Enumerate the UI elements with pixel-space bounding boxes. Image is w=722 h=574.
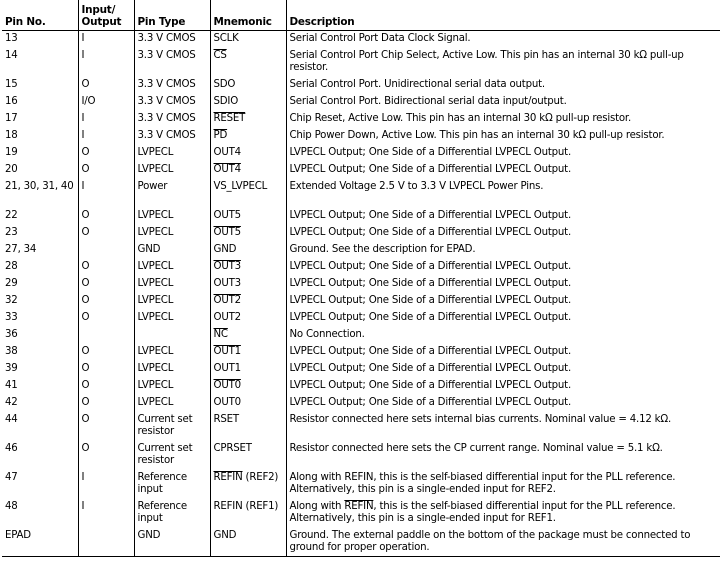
header-description: Description	[286, 0, 720, 31]
pin-type: Reference input	[134, 499, 210, 528]
pin-type	[134, 327, 210, 344]
pin-type: LVPECL	[134, 395, 210, 412]
pin-mnemonic: OUT2	[210, 310, 286, 327]
pin-description: LVPECL Output; One Side of a Differential LVPECL Output.	[286, 378, 720, 395]
pin-io: I	[78, 111, 134, 128]
pin-description: LVPECL Output; One Side of a Differential LVPECL Output.	[286, 395, 720, 412]
pin-number: 36	[5, 328, 18, 340]
pin-description: LVPECL Output; One Side of a Differential LVPECL Output.	[286, 162, 720, 179]
table-row	[2, 31, 720, 48]
table-row	[2, 145, 720, 162]
pin-number: 16	[5, 95, 18, 107]
pin-description: Extended Voltage 2.5 V to 3.3 V LVPECL Power Pins.	[286, 179, 720, 208]
pin-description: LVPECL Output; One Side of a Differential LVPECL Output.	[286, 344, 720, 361]
pin-io: I	[78, 499, 134, 528]
pin-type: GND	[134, 242, 210, 259]
pin-mnemonic: SDIO	[210, 94, 286, 111]
pin-type: GND	[134, 528, 210, 557]
pin-mnemonic: SCLK	[210, 31, 286, 48]
pin-number: 18	[5, 129, 18, 141]
pin-number: 46	[5, 442, 18, 454]
pin-type: 3.3 V CMOS	[134, 128, 210, 145]
pin-mnemonic: GND	[210, 242, 286, 259]
table-row	[2, 242, 720, 259]
table-row	[2, 395, 720, 412]
pin-io: I/O	[78, 94, 134, 111]
pin-mnemonic: OUT3	[210, 259, 286, 276]
pin-type: LVPECL	[134, 293, 210, 310]
pin-io: O	[78, 162, 134, 179]
pin-type: LVPECL	[134, 310, 210, 327]
pin-mnemonic: $\overline{NC}$	[210, 327, 286, 344]
pin-type: LVPECL	[134, 162, 210, 179]
pin-description: Chip Power Down, Active Low. This pin has an internal 30 kΩ pull-up resistor.	[286, 128, 720, 145]
table-row	[2, 310, 720, 327]
pin-io: I	[78, 179, 134, 208]
pin-type: LVPECL	[134, 378, 210, 395]
pin-type: LVPECL	[134, 208, 210, 225]
pin-type: LVPECL	[134, 259, 210, 276]
table-row	[2, 111, 720, 128]
pin-io: I	[78, 48, 134, 77]
pin-io: O	[78, 259, 134, 276]
pin-mnemonic: OUT4	[210, 162, 286, 179]
pin-mnemonic: $\overline{PD}$	[210, 128, 286, 145]
table-row	[2, 128, 720, 145]
pin-description: LVPECL Output; One Side of a Differential LVPECL Output.	[286, 145, 720, 162]
pin-io: O	[78, 208, 134, 225]
pin-mnemonic: OUT3	[210, 276, 286, 293]
pin-mnemonic: $\overline{CS}$	[210, 48, 286, 77]
pin-mnemonic: OUT1	[210, 344, 286, 361]
pin-description: LVPECL Output; One Side of a Differential LVPECL Output.	[286, 259, 720, 276]
pin-io: O	[78, 412, 134, 441]
table-row	[2, 344, 720, 361]
table-row	[2, 378, 720, 395]
header-pin-no: Pin No.	[2, 0, 78, 31]
pin-description: LVPECL Output; One Side of a Differential LVPECL Output.	[286, 293, 720, 310]
pin-description: No Connection.	[286, 327, 720, 344]
pin-description: LVPECL Output; One Side of a Differential LVPECL Output.	[286, 310, 720, 327]
pin-description: LVPECL Output; One Side of a Differential LVPECL Output.	[286, 361, 720, 378]
pin-mnemonic: VS_LVPECL	[210, 179, 286, 208]
pin-io: I	[78, 31, 134, 48]
pin-io: I	[78, 470, 134, 499]
table-row	[2, 499, 720, 528]
pin-mnemonic: CPRSET	[210, 441, 286, 470]
pin-io: O	[78, 77, 134, 94]
pin-number: 39	[5, 362, 18, 374]
pin-io	[78, 528, 134, 557]
table-row	[2, 293, 720, 310]
header-mnemonic: Mnemonic	[210, 0, 286, 31]
pin-number: 29	[5, 277, 18, 289]
pin-number: 38	[5, 345, 18, 357]
pin-mnemonic: OUT5	[210, 225, 286, 242]
pin-number: 28	[5, 260, 18, 272]
pin-mnemonic: REFIN (REF2)	[210, 470, 286, 499]
pin-io: O	[78, 344, 134, 361]
pin-type: Current set resistor	[134, 412, 210, 441]
pin-description: Chip Reset, Active Low. This pin has an internal 30 kΩ pull-up resistor.	[286, 111, 720, 128]
pin-number: 32	[5, 294, 18, 306]
pin-description: LVPECL Output; One Side of a Differential LVPECL Output.	[286, 225, 720, 242]
pin-description: Serial Control Port. Unidirectional serial data output.	[286, 77, 720, 94]
pin-type: 3.3 V CMOS	[134, 48, 210, 77]
table-row	[2, 48, 720, 77]
pin-mnemonic: OUT4	[210, 145, 286, 162]
table-row	[2, 259, 720, 276]
pin-number: 22	[5, 209, 18, 221]
pin-number: 33	[5, 311, 18, 323]
pin-description: Serial Control Port Chip Select, Active Low. This pin has an internal 30 kΩ pull-up resistor.	[286, 48, 720, 77]
pin-type: 3.3 V CMOS	[134, 77, 210, 94]
table-header-row	[2, 0, 720, 31]
pin-number: 42	[5, 396, 18, 408]
table-row	[2, 276, 720, 293]
pin-number: 17	[5, 112, 18, 124]
pin-io: O	[78, 145, 134, 162]
pin-description: Ground. The external paddle on the bottom of the package must be connected to ground for proper operation.	[286, 528, 720, 557]
table-row	[2, 470, 720, 499]
pin-type: Reference input	[134, 470, 210, 499]
pin-number: 44	[5, 413, 18, 425]
pin-description: Serial Control Port Data Clock Signal.	[286, 31, 720, 48]
pin-io	[78, 242, 134, 259]
pin-mnemonic: REFIN (REF1)	[210, 499, 286, 528]
pin-io	[78, 327, 134, 344]
pin-description: Along with REFIN, this is the self-biased differential input for the PLL reference. Alternatively, this pin is a single-ended input for REF2.	[286, 470, 720, 499]
pin-type: LVPECL	[134, 276, 210, 293]
table-row	[2, 412, 720, 441]
pin-number: EPAD	[2, 528, 78, 557]
pin-type: Power	[134, 179, 210, 208]
pin-description: Ground. See the description for EPAD.	[286, 242, 720, 259]
pin-io: O	[78, 361, 134, 378]
pin-number: 41	[5, 379, 18, 391]
table-row	[2, 327, 720, 344]
pin-io: I	[78, 128, 134, 145]
pin-description: Resistor connected here sets internal bias currents. Nominal value = 4.12 kΩ.	[286, 412, 720, 441]
pin-mnemonic: OUT2	[210, 293, 286, 310]
pin-mnemonic: OUT0	[210, 378, 286, 395]
pin-type: LVPECL	[134, 225, 210, 242]
header-input-output: Input/ Output	[78, 0, 134, 31]
pin-mnemonic: GND	[210, 528, 286, 557]
header-pin-type: Pin Type	[134, 0, 210, 31]
pin-number: 47	[5, 471, 18, 483]
pin-function-table	[2, 0, 720, 557]
pin-io: O	[78, 378, 134, 395]
pin-number: 15	[5, 78, 18, 90]
pin-mnemonic: OUT1	[210, 361, 286, 378]
pin-type: 3.3 V CMOS	[134, 111, 210, 128]
pin-description: Resistor connected here sets the CP current range. Nominal value = 5.1 kΩ.	[286, 441, 720, 470]
pin-mnemonic: OUT0	[210, 395, 286, 412]
pin-number: 23	[5, 226, 18, 238]
pin-type: 3.3 V CMOS	[134, 94, 210, 111]
pin-io: O	[78, 276, 134, 293]
pin-io: O	[78, 293, 134, 310]
pin-number: 20	[5, 163, 18, 175]
pin-io: O	[78, 310, 134, 327]
table-row	[2, 225, 720, 242]
table-row	[2, 208, 720, 225]
pin-description: Along with REFIN, this is the self-biased differential input for the PLL reference. Alternatively, this pin is a single-ended input for REF1.	[286, 499, 720, 528]
table-row	[2, 94, 720, 111]
pin-description: LVPECL Output; One Side of a Differential LVPECL Output.	[286, 276, 720, 293]
pin-number: 27, 34	[5, 243, 37, 255]
pin-description: Serial Control Port. Bidirectional serial data input/output.	[286, 94, 720, 111]
pin-io: O	[78, 395, 134, 412]
table-row	[2, 528, 720, 557]
pin-mnemonic: OUT5	[210, 208, 286, 225]
pin-io: O	[78, 441, 134, 470]
pin-number: 13	[5, 33, 18, 44]
pin-number: 19	[5, 146, 18, 158]
table-row	[2, 361, 720, 378]
pin-io: O	[78, 225, 134, 242]
pin-type: LVPECL	[134, 145, 210, 162]
pin-type: Current set resistor	[134, 441, 210, 470]
pin-mnemonic: RSET	[210, 412, 286, 441]
pin-mnemonic: RESET	[210, 111, 286, 128]
pin-type: LVPECL	[134, 361, 210, 378]
table-row	[2, 441, 720, 470]
table-row	[2, 179, 720, 208]
pin-type: LVPECL	[134, 344, 210, 361]
pin-type: 3.3 V CMOS	[134, 31, 210, 48]
table-row	[2, 77, 720, 94]
pin-mnemonic: SDO	[210, 77, 286, 94]
pin-number: 48	[5, 500, 18, 512]
table-row	[2, 162, 720, 179]
pin-number: 21, 30, 31, 40	[5, 180, 74, 192]
pin-number: 14	[5, 49, 18, 61]
pin-description: LVPECL Output; One Side of a Differential LVPECL Output.	[286, 208, 720, 225]
